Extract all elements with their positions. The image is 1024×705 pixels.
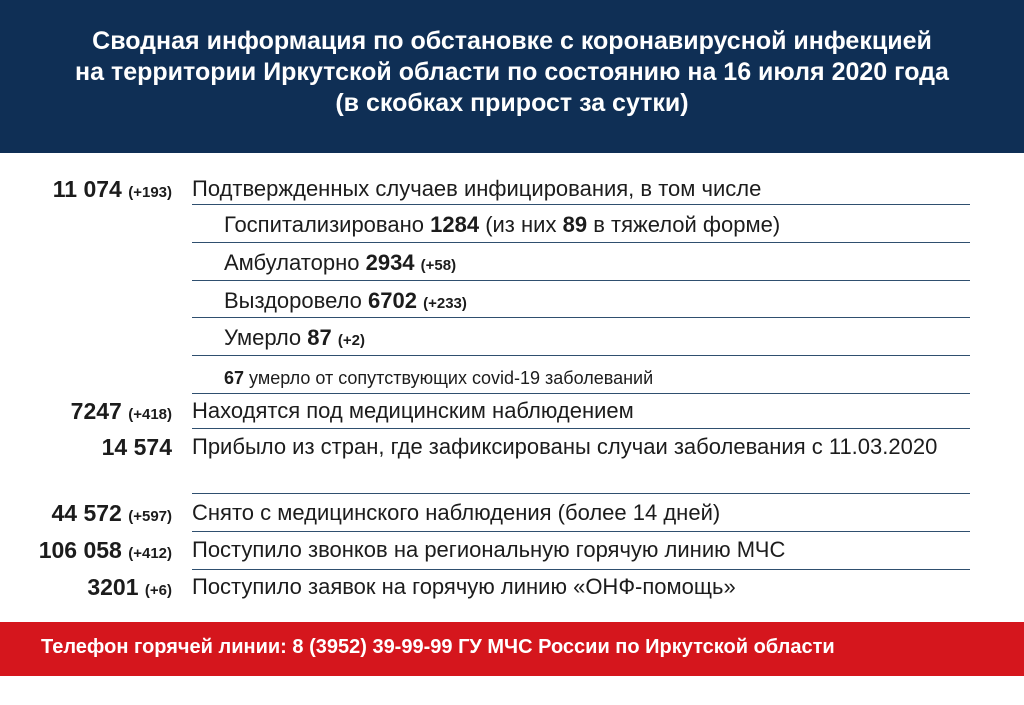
onf-label: Поступило заявок на горячую линию «ОНФ-помощь» (192, 574, 736, 599)
divider (192, 569, 970, 570)
died-comorbid-value: 67 (224, 368, 245, 388)
divider (192, 355, 970, 356)
confirmed-delta: (+193) (128, 184, 172, 201)
header-subtitle: (в скобках прирост за сутки) (335, 89, 689, 117)
hotline-label: Телефон горячей линии: (41, 636, 287, 658)
hospitalized-mid: (из них (485, 212, 557, 237)
observed-value: 7247 (70, 398, 122, 424)
divider (192, 393, 970, 394)
hospitalized-label: Госпитализировано (224, 212, 424, 237)
onf-delta: (+6) (144, 582, 172, 599)
hotline-phone: 8 (3952) 39-99-99 (292, 636, 453, 658)
divider (192, 531, 970, 532)
observed-label: Находятся под медицинским наблюдением (192, 398, 634, 423)
recovered-delta: (+233) (423, 295, 467, 312)
divider (192, 204, 970, 205)
onf-count (87, 574, 172, 601)
confirmed-count (53, 176, 172, 203)
hospitalized-tail: в тяжелой форме) (593, 212, 781, 237)
divider (192, 280, 970, 281)
divider (192, 317, 970, 318)
calls-value: 106 058 (38, 537, 122, 563)
calls-delta: (+412) (128, 545, 172, 562)
calls-count (39, 537, 172, 564)
outpatient-label: Амбулаторно (224, 250, 360, 275)
removed-delta: (+597) (128, 508, 172, 525)
outpatient-text (224, 250, 968, 279)
arrived-value: 14 574 (101, 434, 172, 460)
calls-label: Поступило звонков на региональную горячую линию МЧС (192, 537, 786, 562)
died-comorbid-text (224, 365, 968, 391)
confirmed-value: 11 074 (52, 176, 122, 202)
onf-value: 3201 (87, 574, 139, 600)
died-text (224, 325, 968, 354)
divider (192, 493, 970, 494)
hotline-org: ГУ МЧС России по Иркутской области (458, 636, 835, 658)
died-delta: (+2) (337, 332, 365, 349)
divider (192, 242, 970, 243)
died-value: 87 (307, 325, 332, 350)
outpatient-delta: (+58) (420, 257, 457, 274)
removed-count (51, 500, 172, 527)
hospitalized-text (224, 212, 968, 238)
hospitalized-value: 1284 (430, 212, 480, 237)
observed-count (71, 398, 172, 425)
hotline-text (41, 636, 835, 659)
arrived-label: Прибыло из стран, где зафиксированы случаи заболевания с 11.03.2020 (192, 434, 938, 459)
header-title-line2: на территории Иркутской области по состоянию на 16 июля 2020 года (75, 58, 949, 86)
removed-label: Снято с медицинского наблюдения (более 14 дней) (192, 500, 721, 525)
removed-value: 44 572 (51, 500, 122, 526)
arrived-count (102, 434, 172, 461)
recovered-text (224, 288, 968, 317)
header-banner (0, 0, 1024, 153)
confirmed-label: Подтвержденных случаев инфицирования, в том числе (192, 176, 762, 201)
hotline-banner (0, 622, 1024, 676)
recovered-label: Выздоровело (224, 288, 362, 313)
recovered-value: 6702 (368, 288, 417, 313)
died-comorbid-label: умерло от сопутствующих covid-19 заболеваний (249, 368, 654, 388)
observed-delta: (+418) (128, 406, 172, 423)
died-label: Умерло (224, 325, 302, 350)
severe-value: 89 (562, 212, 588, 237)
outpatient-value: 2934 (365, 250, 415, 275)
header-title-line1: Сводная информация по обстановке с коронавирусной инфекцией (92, 27, 932, 55)
divider (192, 428, 970, 429)
